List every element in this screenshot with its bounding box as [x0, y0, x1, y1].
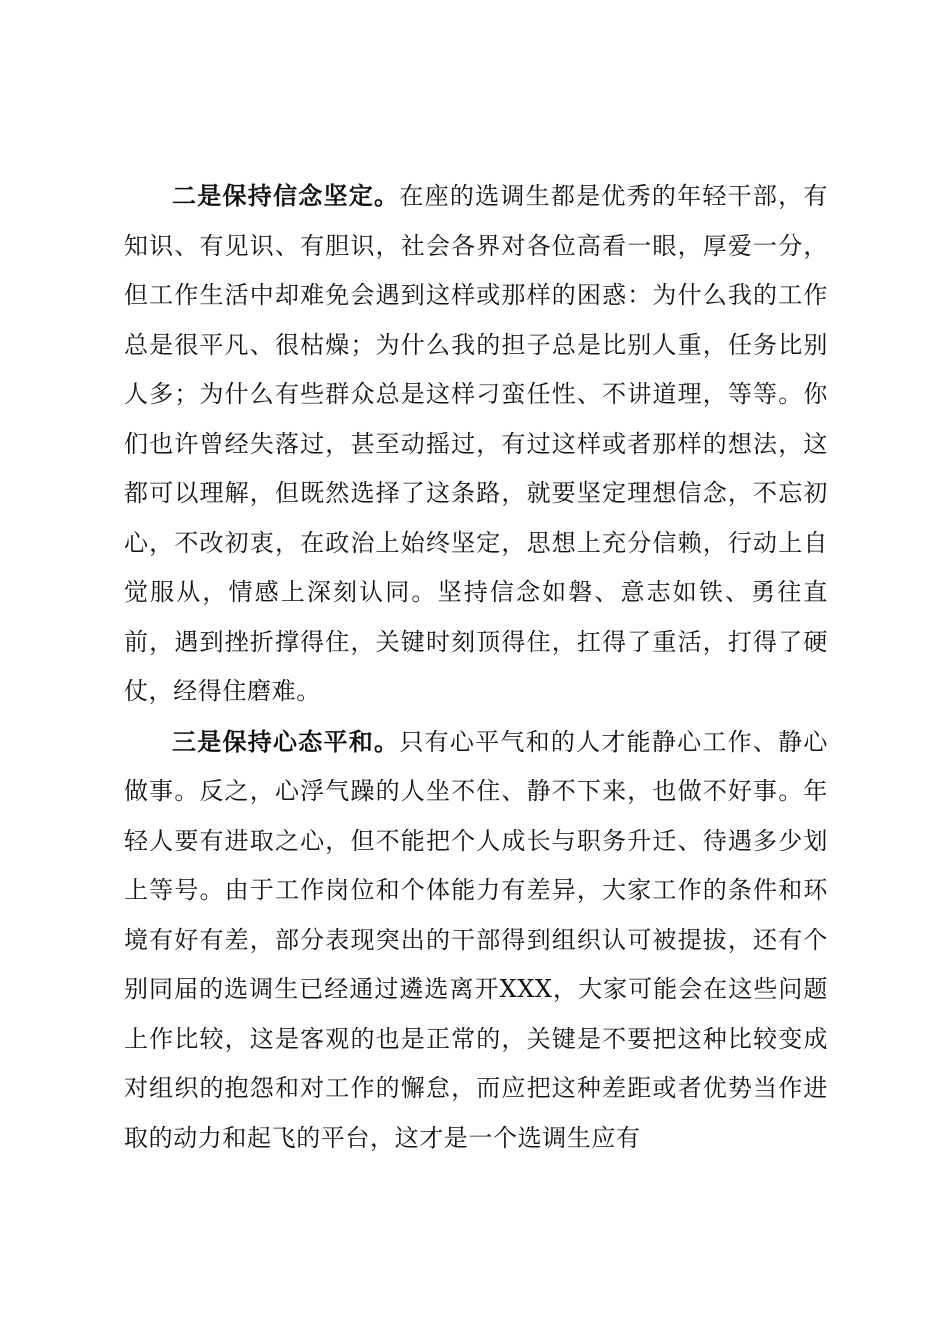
document-body	[124, 171, 828, 1163]
paragraph-mindset	[124, 717, 828, 1164]
paragraph-text: 在座的选调生都是优秀的年轻干部，有知识、有见识、有胆识，社会各界对各位高看一眼，厚爱一分，但工作生活中却难免会遇到这样或那样的困惑：为什么我的工作总是很平凡、很枯燥；为什么我的担子总是比别人重，任务比别人多；为什么有些群众总是这样刁蛮任性、不讲道理，等等。你们也许曾经失落过，甚至动摇过，有过这样或者那样的想法，这都可以理解，但既然选择了这条路，就要坚定理想信念，不忘初心，不改初衷，在政治上始终坚定，思想上充分信赖，行动上自觉服从，情感上深刻认同。坚持信念如磐、意志如铁、勇往直前，遇到挫折撑得住，关键时刻顶得住，扛得了重活，打得了硬仗，经得住磨难。	[124, 182, 829, 705]
paragraph-beliefs	[124, 171, 828, 717]
paragraph-text: 只有心平气和的人才能静心工作、静心做事。反之，心浮气躁的人坐不住、静不下来，也做不好事。年轻人要有进取之心，但不能把个人成长与职务升迁、待遇多少划上等号。由于工作岗位和个体能力有差异，大家工作的条件和环境有好有差，部分表现突出的干部得到组织认可被提拔，还有个别同届的选调生已经通过遴选离开XXX，大家可能会在这些问题上作比较，这是客观的也是正常的，关键是不要把这种比较变成对组织的抱怨和对工作的懈怠，而应把这种差距或者优势当作进取的动力和起飞的平台，这才是一个选调生应有	[124, 727, 829, 1152]
paragraph-heading: 三是保持心态平和。	[172, 726, 400, 756]
paragraph-heading: 二是保持信念坚定。	[172, 181, 400, 210]
